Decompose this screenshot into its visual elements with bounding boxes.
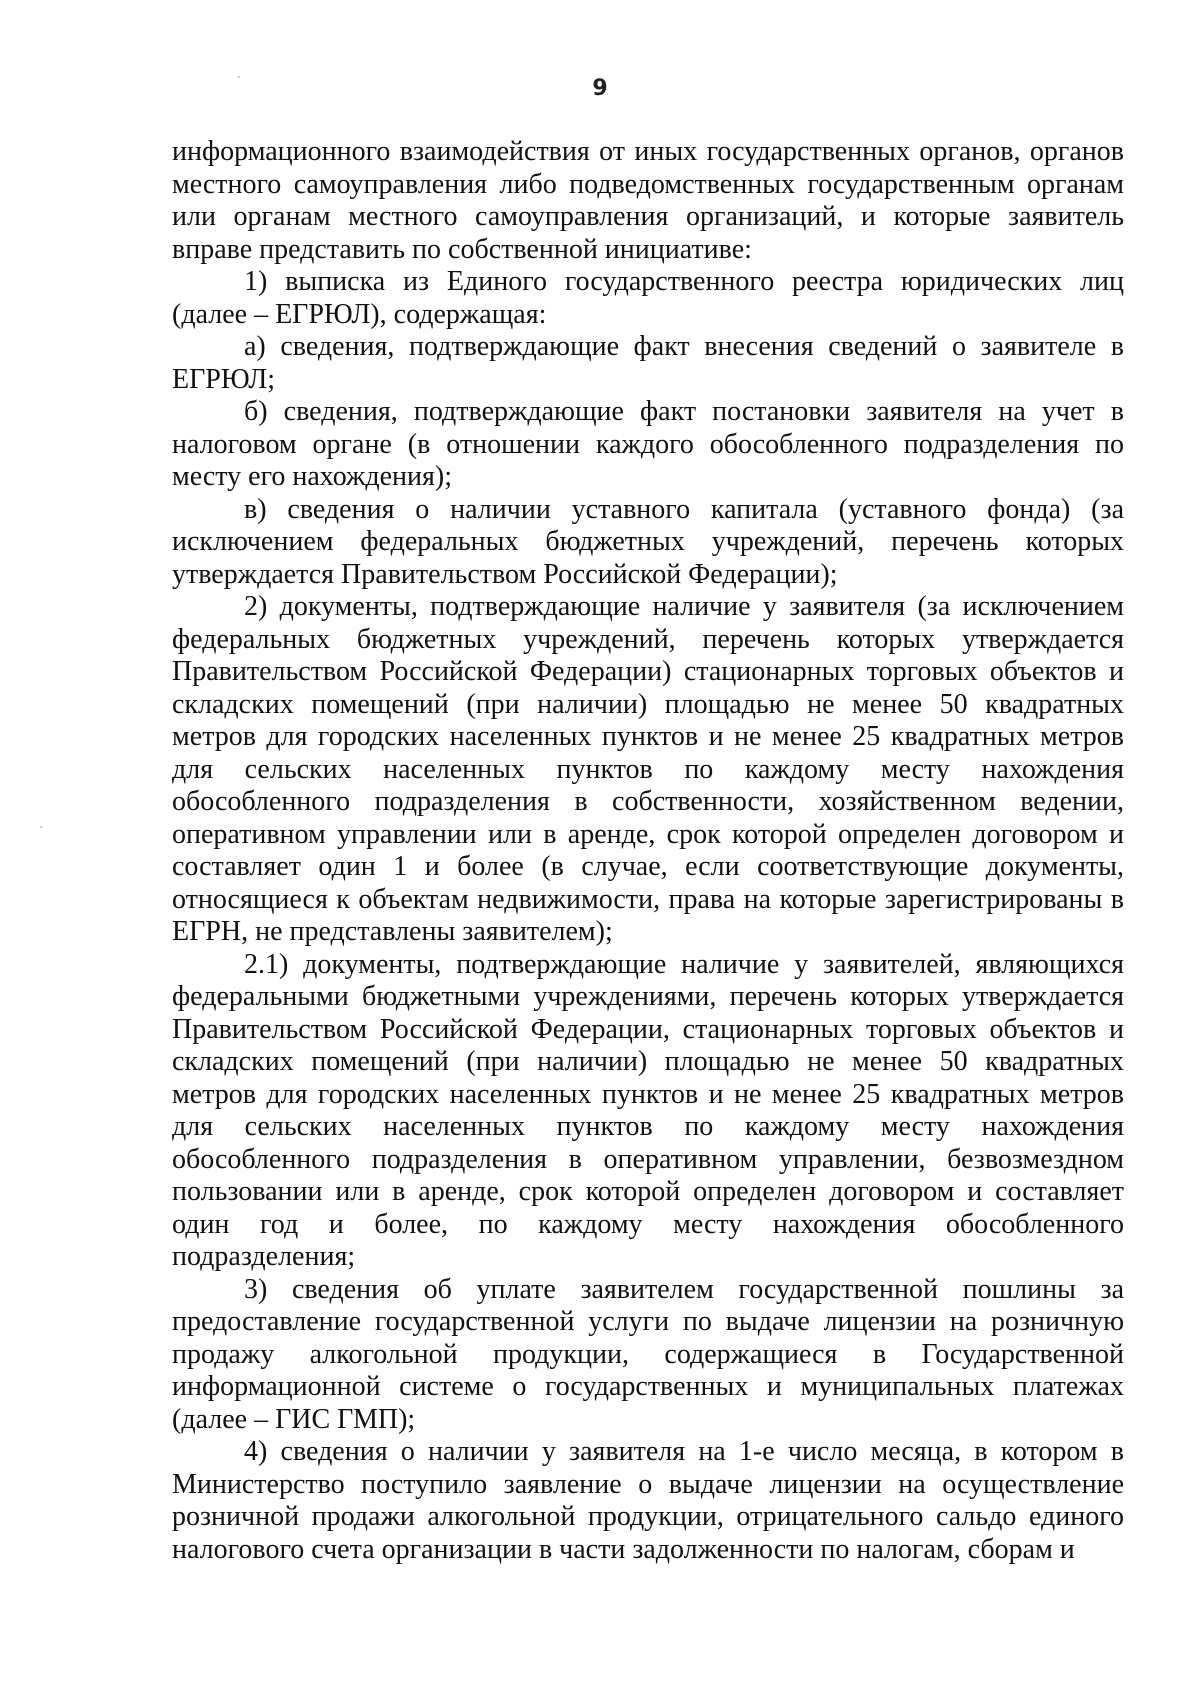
paragraph-item-3: 3) сведения об уплате заявителем государственной пошлины за предоставление государственной услуги по выдаче лицензии на розничную продажу алкогольной продукции, содержащиеся в Государственной информационной системе о государственных и муниципальных платежах (далее – ГИС ГМП); [172, 1273, 1124, 1435]
paragraph-item-2-1: 2.1) документы, подтверждающие наличие у заявителей, являющихся федеральными бюджетными учреждениями, перечень которых утверждается Правительством Российской Федерации, стационарных торговых объектов и складских помещений (при наличии) площадью не менее 50 квадратных метров для городских населенных пунктов и не менее 25 квадратных метров для сельских населенных пунктов по каждому месту нахождения обособленного подразделения в оперативном управлении, безвозмездном пользовании или в аренде, срок которой определен договором и составляет один год и более, по каждому месту нахождения обособленного подразделения; [172, 948, 1124, 1272]
page-number: 9 [592, 76, 608, 101]
document-body [172, 136, 1124, 1566]
paragraph-item-2: 2) документы, подтверждающие наличие у заявителя (за исключением федеральных бюджетных учреждений, перечень которых утверждается Правительством Российской Федерации) стационарных торговых объектов и складских помещений (при наличии) площадью не менее 50 квадратных метров для городских населенных пунктов и не менее 25 квадратных метров для сельских населенных пунктов по каждому месту нахождения обособленного подразделения в собственности, хозяйственном ведении, оперативном управлении или в аренде, срок которой определен договором и составляет один 1 и более (в случае, если соответствующие документы, относящиеся к объектам недвижимости, права на которые зарегистрированы в ЕГРН, не представлены заявителем); [172, 591, 1124, 947]
paragraph-intro-continuation: информационного взаимодействия от иных государственных органов, органов местного самоуправления либо подведомственных государственным органам или органам местного самоуправления организаций, и которые заявитель вправе представить по собственной инициативе: [172, 136, 1124, 265]
paragraph-item-1c: в) сведения о наличии уставного капитала (уставного фонда) (за исключением федеральных бюджетных учреждений, перечень которых утверждается Правительством Российской Федерации); [172, 493, 1124, 590]
paragraph-item-1: 1) выписка из Единого государственного реестра юридических лиц (далее – ЕГРЮЛ), содержащая: [172, 266, 1124, 330]
paragraph-item-1a: а) сведения, подтверждающие факт внесения сведений о заявителе в ЕГРЮЛ; [172, 331, 1124, 395]
scan-speck [40, 826, 42, 828]
paragraph-item-1b: б) сведения, подтверждающие факт постановки заявителя на учет в налоговом органе (в отношении каждого обособленного подразделения по месту его нахождения); [172, 396, 1124, 492]
paragraph-item-4: 4) сведения о наличии у заявителя на 1-е число месяца, в котором в Министерство поступило заявление о выдаче лицензии на осуществление розничной продажи алкогольной продукции, отрицательного сальдо единого налогового счета организации в части задолженности по налогам, сборам и [172, 1436, 1124, 1565]
